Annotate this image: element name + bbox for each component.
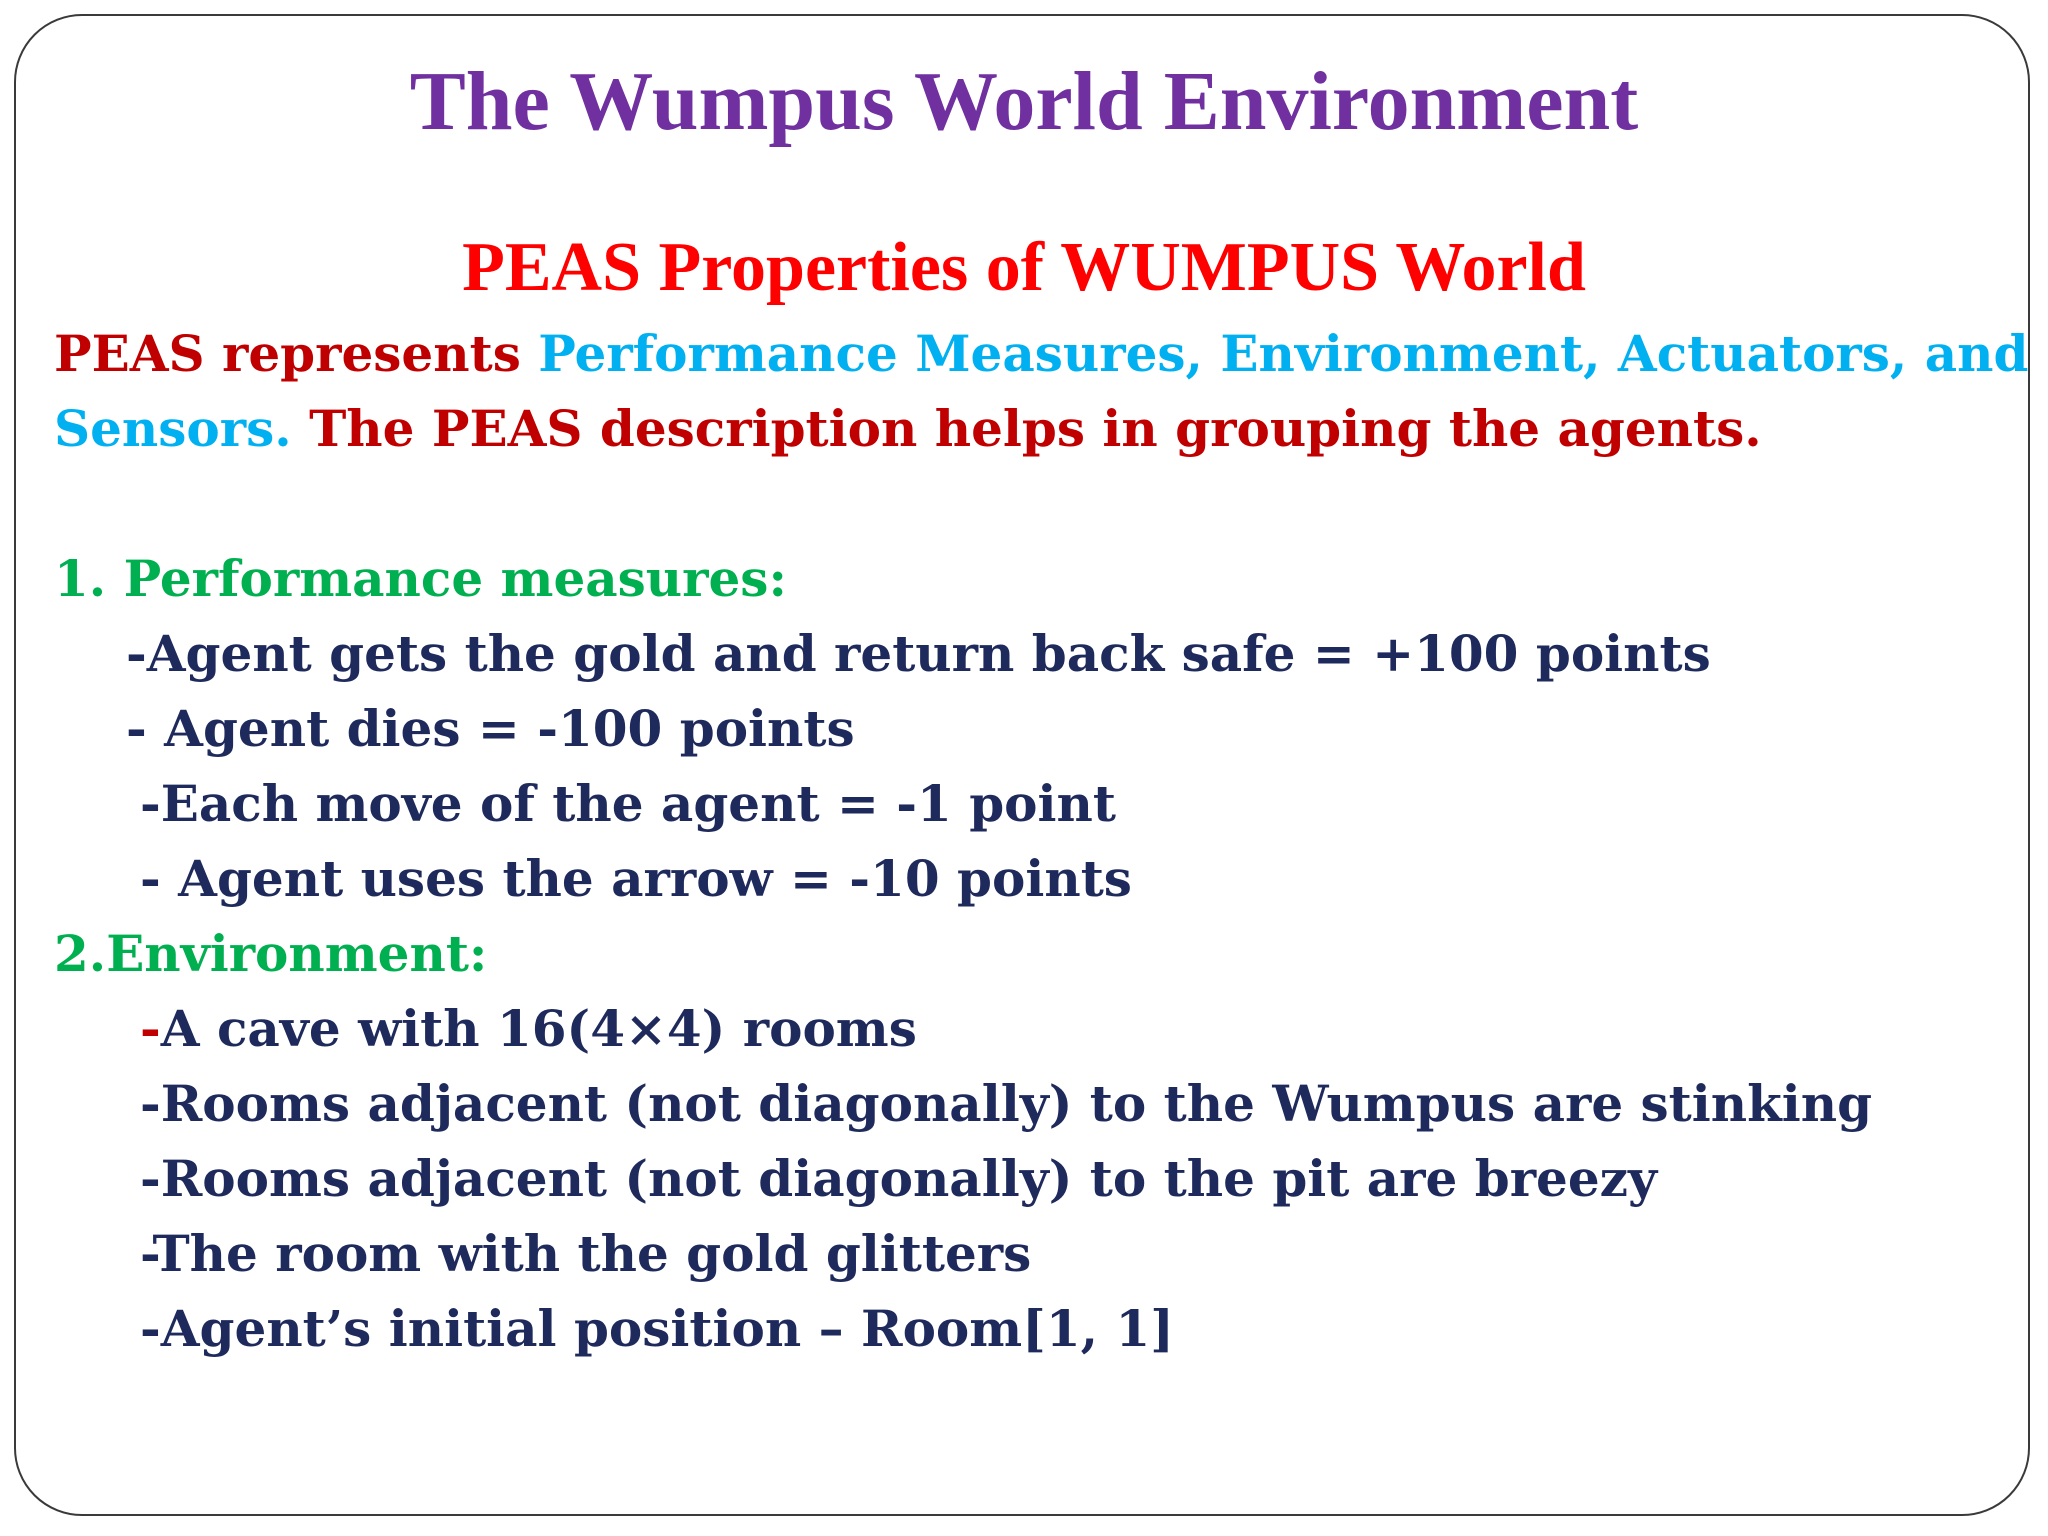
environment-item: -Rooms adjacent (not diagonally) to the pit are breezy (140, 1149, 1658, 1208)
environment-item: -Agent’s initial position – Room[1, 1] (140, 1299, 1174, 1358)
environment-item: -The room with the gold glitters (140, 1224, 1032, 1283)
environment-item: -Rooms adjacent (not diagonally) to the Wumpus are stinking (140, 1074, 1873, 1133)
performance-item: -Agent gets the gold and return back safe = +100 points (126, 624, 1711, 683)
environment-item (140, 991, 917, 1066)
intro-prefix: PEAS represents (54, 324, 539, 383)
slide-subtitle: PEAS Properties of WUMPUS World (462, 229, 1586, 306)
environment-item-text: A cave with 16(4×4) rooms (160, 999, 917, 1058)
intro-line-2 (54, 391, 1762, 466)
slide-title: The Wumpus World Environment (409, 55, 1639, 148)
intro-sensors-term: Sensors. (54, 399, 292, 458)
intro-description: The PEAS description helps in grouping the agents. (291, 399, 1762, 458)
performance-item: - Agent dies = -100 points (126, 699, 855, 758)
environment-item-dash: - (140, 999, 161, 1058)
performance-item: -Each move of the agent = -1 point (140, 774, 1116, 833)
intro-line-1 (54, 316, 2028, 391)
section-heading-performance: 1. Performance measures: (54, 549, 787, 608)
performance-item: - Agent uses the arrow = -10 points (140, 849, 1132, 908)
intro-peas-terms: Performance Measures, Environment, Actuators, and (538, 324, 2029, 383)
section-heading-environment: 2.Environment: (54, 924, 488, 983)
